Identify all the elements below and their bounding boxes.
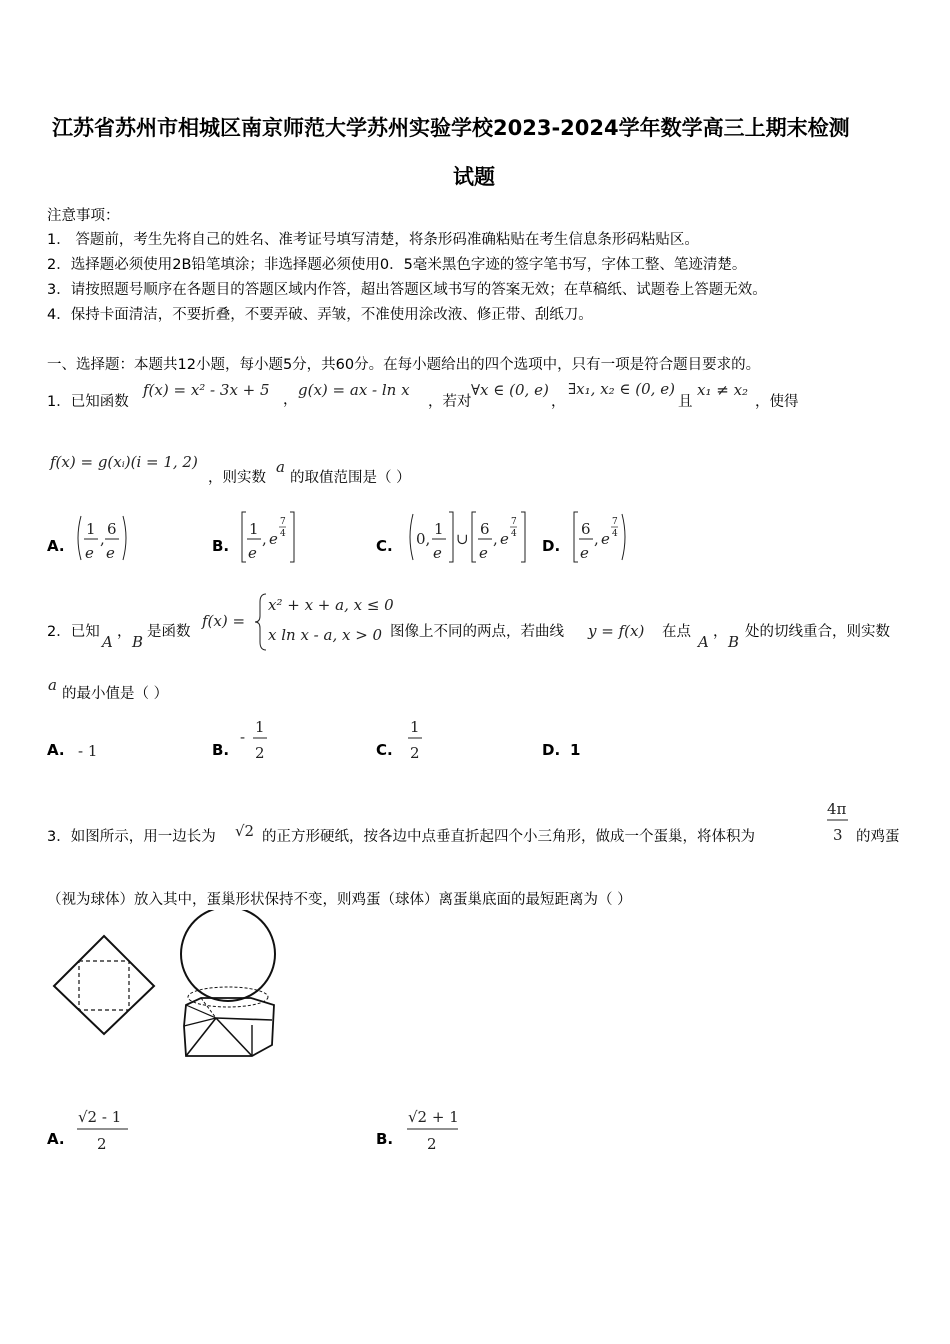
q3-line2: （视为球体）放入其中，蛋巢形状保持不变，则鸡蛋（球体）离蛋巢底面的最短距离为（ ） <box>47 892 632 908</box>
q3-option-b-math <box>404 1102 464 1154</box>
svg-text:4: 4 <box>612 529 618 539</box>
q3-option-a-den: 2 <box>97 1135 107 1153</box>
svg-text:1: 1 <box>249 520 259 538</box>
q1-and: 且 <box>678 394 693 410</box>
q1-f-expr: f(x) = x² - 3x + 5 <box>143 381 270 399</box>
q3-option-b-den: 2 <box>427 1135 437 1153</box>
svg-text:7: 7 <box>280 517 286 527</box>
section-heading: 一、选择题：本题共12小题，每小题5分，共60分。在每小题给出的四个选项中，只有一项是符合题目要求的。 <box>47 357 761 373</box>
q2-point-b: B <box>132 633 144 651</box>
q2-var-a: a <box>48 676 57 694</box>
svg-text:e: e <box>601 530 610 548</box>
q2-point-a2: A <box>698 633 709 651</box>
q1-forall: ∀x ∈ (0, e) <box>471 381 549 399</box>
svg-text:0,: 0, <box>416 530 431 548</box>
notice-item: 3．请按照题号顺序在各题目的答题区域内作答，超出答题区域书写的答案无效；在草稿纸、试题卷上答题无效。 <box>47 282 767 298</box>
svg-text:e: e <box>500 530 509 548</box>
q2-option-b-math <box>238 712 274 764</box>
svg-text:,: , <box>262 530 267 548</box>
svg-text:e: e <box>106 544 115 562</box>
q2-option-c-math <box>404 712 428 764</box>
svg-text:2: 2 <box>410 744 420 762</box>
q3-option-a-math <box>74 1102 134 1154</box>
svg-text:,: , <box>594 530 599 548</box>
q2-option-d-value: 1 <box>570 741 581 759</box>
q2-option-b-label[interactable]: B. <box>212 741 230 759</box>
q3-option-b-num: √2 + 1 <box>408 1108 459 1126</box>
q1-option-b-math <box>238 508 302 566</box>
svg-text:e: e <box>479 544 488 562</box>
q1-exists: ∃x₁, x₂ ∈ (0, e) <box>568 380 675 398</box>
svg-text:,: , <box>493 530 498 548</box>
q2-mid: 图像上不同的两点，若曲线 <box>390 624 564 640</box>
q2-prefix: 2．已知 <box>47 624 100 640</box>
q1-prefix: 1．已知函数 <box>47 394 129 410</box>
q2-option-d-label[interactable]: D. <box>542 741 561 759</box>
q2-case2: x ln x - a, x > 0 <box>268 626 383 644</box>
svg-text:e: e <box>433 544 442 562</box>
q1-comma: ， <box>551 394 566 410</box>
q3-vol-den: 3 <box>833 826 843 844</box>
q1-neq: x₁ ≠ x₂ <box>697 381 749 399</box>
q2-comma: ， <box>117 624 132 640</box>
svg-text:,: , <box>100 530 105 548</box>
q2-at: 在点 <box>662 624 691 640</box>
q3-vol-num: 4π <box>827 800 847 818</box>
q1-option-b-label[interactable]: B. <box>212 537 230 555</box>
q1-mid: ，若对 <box>428 394 472 410</box>
q1-sep: ， <box>283 392 298 408</box>
q2-line2: 的最小值是（ ） <box>62 686 169 702</box>
q3-prefix: 3．如图所示，用一边长为 <box>47 829 216 845</box>
q1-condition: f(x) = g(xᵢ)(i = 1, 2) <box>50 453 198 471</box>
q1-option-c-math <box>404 508 534 566</box>
q1-option-a-math <box>72 510 132 566</box>
q3-volume-fraction <box>824 796 854 848</box>
svg-text:4: 4 <box>280 529 286 539</box>
q2-brace <box>254 592 268 652</box>
q1-line2: ，则实数 <box>208 470 266 486</box>
page-title-line1: 江苏省苏州市相城区南京师范大学苏州实验学校2023-2024学年数学高三上期末检测 <box>52 116 850 140</box>
svg-text:e: e <box>248 544 257 562</box>
svg-text:6: 6 <box>480 520 490 538</box>
q1-option-c-label[interactable]: C. <box>376 537 393 555</box>
q1-line2-end: 的取值范围是（ ） <box>290 470 411 486</box>
svg-text:6: 6 <box>581 520 591 538</box>
svg-text:2: 2 <box>255 744 265 762</box>
svg-text:1: 1 <box>86 520 96 538</box>
svg-text:1: 1 <box>255 718 265 736</box>
q2-curve: y = f(x) <box>588 622 645 640</box>
q3-end: 的鸡蛋 <box>856 829 900 845</box>
svg-text:6: 6 <box>107 520 117 538</box>
q1-var-a: a <box>276 458 285 476</box>
notice-item: 2．选择题必须使用2B铅笔填涂；非选择题必须使用0．5毫米黑色字迹的签字笔书写，字体工整、笔迹清楚。 <box>47 257 747 273</box>
svg-text:-: - <box>240 728 246 746</box>
notice-item: 1． 答题前，考生先将自己的姓名、准考证号填写清楚，将条形码准确粘贴在考生信息条形码粘贴区。 <box>47 232 699 248</box>
q3-figure-egg-nest <box>176 910 286 1060</box>
q2-case1: x² + x + a, x ≤ 0 <box>268 596 394 614</box>
q3-option-a-num: √2 - 1 <box>78 1108 122 1126</box>
q2-option-a-value: - 1 <box>78 742 98 760</box>
svg-text:7: 7 <box>612 517 618 527</box>
q2-option-a-label[interactable]: A. <box>47 741 65 759</box>
q3-option-b-label[interactable]: B. <box>376 1130 394 1148</box>
q2-end: 处的切线重合，则实数 <box>745 624 890 640</box>
svg-text:1: 1 <box>410 718 420 736</box>
q1-option-d-math <box>570 508 634 566</box>
notice-item: 4．保持卡面清洁，不要折叠，不要弄破、弄皱，不准使用涂改液、修正带、刮纸刀。 <box>47 307 593 323</box>
svg-text:∪: ∪ <box>456 530 469 548</box>
q2-point-a: A <box>102 633 113 651</box>
q2-comma2: ， <box>713 624 728 640</box>
q2-fx: f(x) = <box>202 612 246 630</box>
svg-text:e: e <box>269 530 278 548</box>
q2-is-func: 是函数 <box>147 624 191 640</box>
svg-text:e: e <box>85 544 94 562</box>
q3-sqrt2: √2 <box>235 822 255 840</box>
svg-text:4: 4 <box>511 529 517 539</box>
q1-end: ，使得 <box>755 394 799 410</box>
svg-text:7: 7 <box>511 517 517 527</box>
q3-figure-square <box>48 930 160 1040</box>
q3-mid: 的正方形硬纸，按各边中点垂直折起四个小三角形，做成一个蛋巢，将体积为 <box>262 829 755 845</box>
q1-option-a-label[interactable]: A. <box>47 537 65 555</box>
svg-text:e: e <box>580 544 589 562</box>
q2-point-b2: B <box>728 633 740 651</box>
q3-option-a-label[interactable]: A. <box>47 1130 65 1148</box>
notice-heading: 注意事项： <box>47 208 120 224</box>
q1-option-d-label[interactable]: D. <box>542 537 561 555</box>
q1-g-expr: g(x) = ax - ln x <box>298 381 410 399</box>
page-title-line2: 试题 <box>453 165 495 189</box>
svg-text:1: 1 <box>434 520 444 538</box>
q2-option-c-label[interactable]: C. <box>376 741 393 759</box>
